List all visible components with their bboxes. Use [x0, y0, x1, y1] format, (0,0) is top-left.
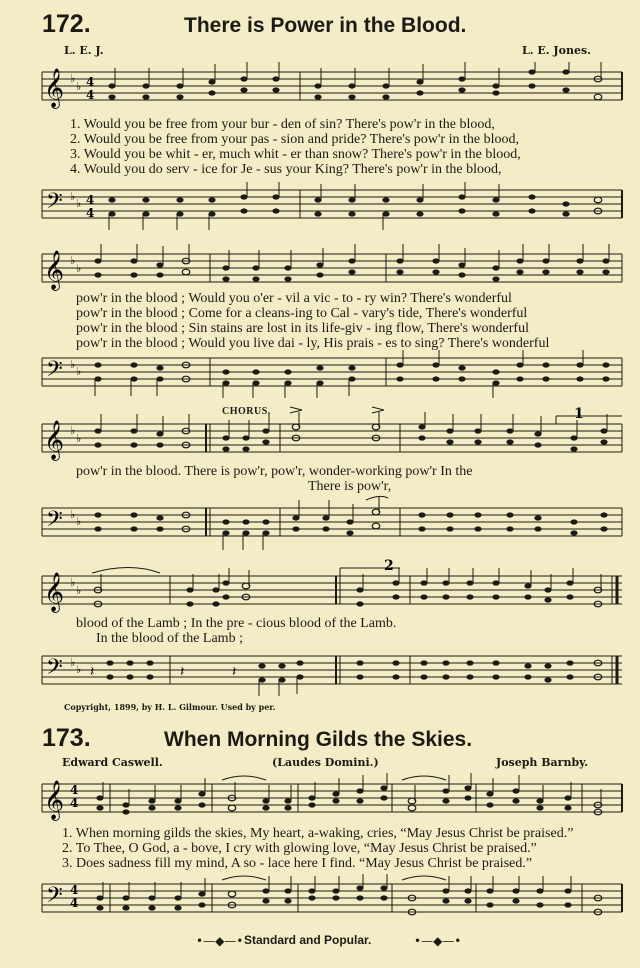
system-1-verse-1: 1. Would you be free from your bur - den of sin? There's pow'r in the blood, — [70, 117, 495, 132]
svg-text:♭: ♭ — [76, 365, 82, 378]
system-4-bass-staff — [0, 646, 640, 701]
system-3-lyric-bass: There is pow'r, — [308, 479, 392, 494]
system-1-verse-4: 4. Would you do serv - ice for Je - sus your King? There's pow'r in the blood, — [70, 162, 502, 177]
hymn-173-treble-staff — [0, 772, 640, 824]
system-2-verse-1: pow'r in the blood ; Would you o'er - vil a vic - to - ry win? There's wonderful — [76, 291, 512, 306]
svg-text:♭: ♭ — [70, 358, 76, 371]
svg-text:𝄞: 𝄞 — [44, 68, 65, 108]
svg-text:♭: ♭ — [70, 190, 76, 203]
svg-text:♭: ♭ — [70, 508, 76, 521]
svg-text:𝄢: 𝄢 — [46, 507, 63, 537]
system-2-verse-4: pow'r in the blood ; Would you live dai - ly, His prais - es to sing? There's wonderful — [76, 336, 550, 351]
footer-ornament-left: •—◆—• — [196, 934, 244, 948]
svg-text:𝄽: 𝄽 — [232, 664, 237, 680]
hymn-173-bass-staff — [0, 872, 640, 922]
svg-text:♭: ♭ — [70, 424, 76, 437]
hymn-173-verse-1: 1. When morning gilds the skies, My heart, a-waking, cries, “May Jesus Christ be praised.” — [62, 826, 574, 841]
svg-text:𝄢: 𝄢 — [46, 189, 63, 219]
svg-text:♭: ♭ — [70, 576, 76, 589]
svg-text:♭: ♭ — [76, 584, 82, 597]
hymn-172-words-credit: L. E. J. — [64, 44, 104, 57]
system-2-verse-3: pow'r in the blood ; Sin stains are lost in its life-giv - ing flow, There's wonderful — [76, 321, 529, 336]
svg-text:♭: ♭ — [76, 262, 82, 275]
svg-text:𝄢: 𝄢 — [46, 655, 63, 685]
footer-ornament-right: •—◆—• — [414, 934, 462, 948]
system-1-bass-staff — [0, 182, 640, 232]
system-1-treble-staff — [0, 62, 640, 112]
system-2-bass-staff — [0, 350, 640, 400]
svg-text:♭: ♭ — [70, 656, 76, 669]
svg-text:𝄞: 𝄞 — [44, 250, 65, 290]
hymn-173-verse-2: 2. To Thee, O God, a - bove, I cry with glowing love, “May Jesus Christ be praised.” — [62, 841, 537, 856]
footer-label: Standard and Popular. — [244, 933, 372, 947]
svg-text:4: 4 — [86, 88, 95, 102]
svg-text:4: 4 — [86, 193, 95, 207]
svg-text:𝄢: 𝄢 — [46, 883, 63, 913]
svg-text:𝄞: 𝄞 — [44, 572, 65, 612]
system-4-lyric-bass: In the blood of the Lamb ; — [96, 631, 243, 646]
system-4-treble-staff — [0, 556, 640, 616]
hymn-172-number: 172. — [42, 10, 91, 38]
svg-text:♭: ♭ — [76, 663, 82, 676]
svg-text:𝄞: 𝄞 — [44, 780, 65, 820]
system-2-treble-staff — [0, 242, 640, 292]
svg-text:♭: ♭ — [76, 515, 82, 528]
svg-text:𝄞: 𝄞 — [44, 420, 65, 460]
svg-text:♭: ♭ — [70, 254, 76, 267]
hymn-173-tune-name: (Laudes Domini.) — [272, 756, 379, 769]
system-3-treble-staff — [0, 404, 640, 464]
hymn-173-verse-3: 3. Does sadness fill my mind, A so - lace here I find. “May Jesus Christ be praised.” — [62, 856, 533, 871]
hymn-173-words-credit: Edward Caswell. — [62, 756, 163, 769]
svg-text:♭: ♭ — [70, 72, 76, 85]
svg-text:4: 4 — [70, 796, 79, 810]
system-3-lyric-main: pow'r in the blood. There is pow'r, pow'r, wonder-working pow'r In the — [76, 464, 473, 479]
svg-text:4: 4 — [86, 206, 95, 220]
svg-text:♭: ♭ — [76, 432, 82, 445]
svg-text:4: 4 — [86, 75, 95, 89]
first-ending-number: 1 — [574, 406, 584, 422]
system-1-verse-3: 3. Would you be whit - er, much whit - er than snow? There's pow'r in the blood, — [70, 147, 521, 162]
hymn-172-music-credit: L. E. Jones. — [522, 44, 591, 57]
svg-text:4: 4 — [70, 883, 79, 897]
system-2-verse-2: pow'r in the blood ; Come for a cleans-ing to Cal - vary's tide, There's wonderful — [76, 306, 528, 321]
hymn-172-copyright: Copyright, 1899, by H. L. Gilmour. Used by per. — [64, 702, 276, 712]
svg-text:♭: ♭ — [76, 197, 82, 210]
svg-text:4: 4 — [70, 896, 79, 910]
system-3-bass-staff — [0, 494, 640, 554]
hymn-173-music-credit: Joseph Barnby. — [496, 756, 589, 769]
svg-text:𝄢: 𝄢 — [46, 357, 63, 387]
hymn-173-number: 173. — [42, 724, 91, 752]
system-4-lyric-main: blood of the Lamb ; In the pre - cious blood of the Lamb. — [76, 616, 397, 631]
hymn-172-title: There is Power in the Blood. — [184, 14, 467, 37]
system-1-verse-2: 2. Would you be free from your pas - sion and pride? There's pow'r in the blood, — [70, 132, 519, 147]
hymn-173-title: When Morning Gilds the Skies. — [164, 728, 473, 751]
svg-text:4: 4 — [70, 783, 79, 797]
svg-text:𝄽: 𝄽 — [90, 664, 95, 680]
chorus-label: CHORUS. — [222, 406, 271, 417]
svg-text:𝄽: 𝄽 — [180, 664, 185, 680]
svg-text:♭: ♭ — [76, 80, 82, 93]
second-ending-number: 2 — [384, 558, 394, 574]
